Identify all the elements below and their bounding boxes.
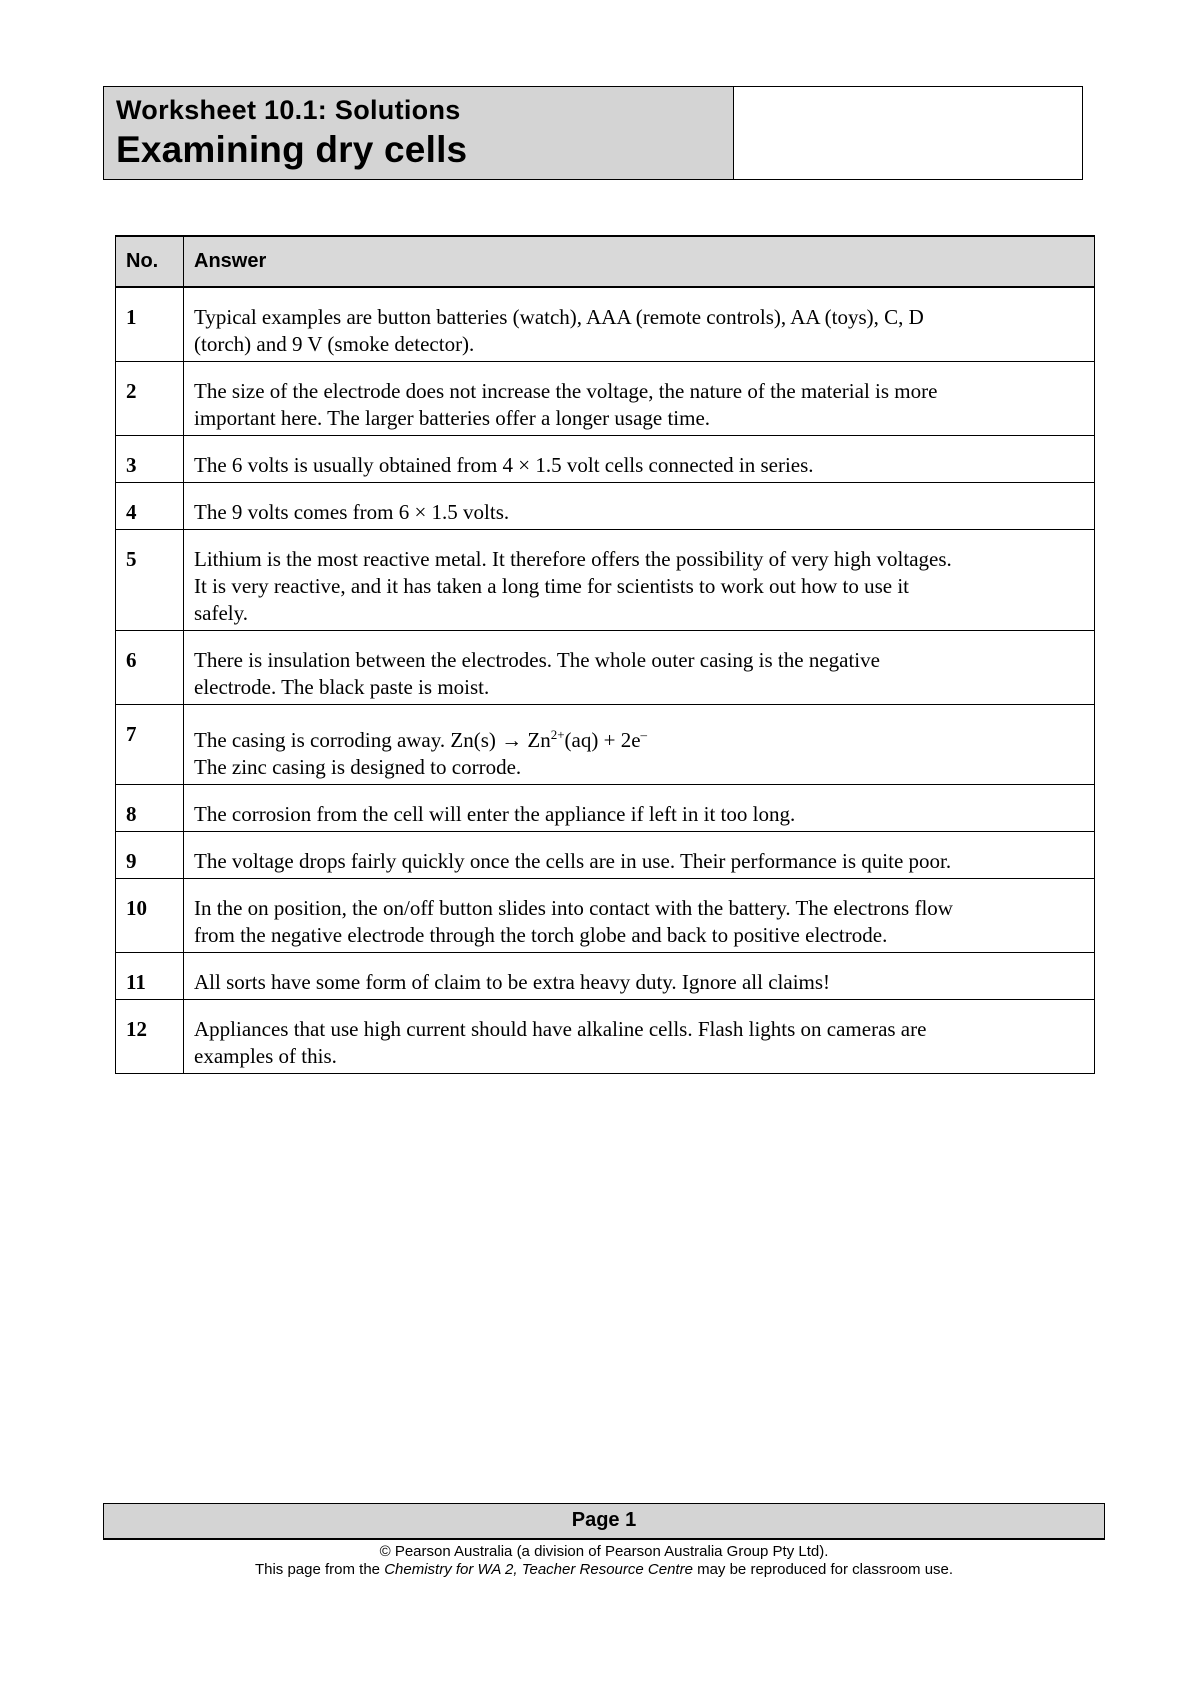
table-row (116, 785, 1095, 832)
table-row (116, 879, 1095, 953)
column-header-answer: Answer (184, 236, 1095, 287)
answer-number: 9 (116, 832, 184, 879)
answer-number: 4 (116, 483, 184, 530)
answer-line: from the negative electrode through the torch globe and back to positive electrode. (194, 923, 888, 947)
answer-text (184, 705, 1095, 785)
header-blank-cell (734, 87, 1082, 179)
answer-number: 7 (116, 705, 184, 785)
answer-text (184, 785, 1095, 832)
answer-line: examples of this. (194, 1044, 337, 1068)
answer-line: The corrosion from the cell will enter the appliance if left in it too long. (194, 802, 796, 826)
column-header-no: No. (116, 236, 184, 287)
answer-text (184, 287, 1095, 362)
answers-body (116, 287, 1095, 1074)
table-row (116, 287, 1095, 362)
answer-line: The size of the electrode does not increase the voltage, the nature of the material is more (194, 379, 938, 403)
answer-number: 5 (116, 530, 184, 631)
header-title-block (104, 87, 734, 179)
answer-number: 2 (116, 362, 184, 436)
answer-text (184, 832, 1095, 879)
page-number: Page 1 (571, 1509, 637, 1531)
answer-line: (torch) and 9 V (smoke detector). (194, 332, 475, 356)
answer-number: 8 (116, 785, 184, 832)
answer-line: important here. The larger batteries offer a longer usage time. (194, 406, 711, 430)
answer-line: The 9 volts comes from 6 × 1.5 volts. (194, 500, 510, 524)
half-equation: The casing is corroding away. $Zn(s) \to Zn^{2+}(aq) + 2e^-$ (194, 727, 648, 752)
answer-line: Appliances that use high current should have alkaline cells. Flash lights on cameras are (194, 1017, 927, 1041)
answer-line: electrode. The black paste is moist. (194, 675, 490, 699)
answers-table (115, 235, 1095, 1074)
answer-number: 6 (116, 631, 184, 705)
table-row (116, 631, 1095, 705)
answer-line: Typical examples are button batteries (watch), AAA (remote controls), AA (toys), C, D (194, 305, 924, 329)
answer-line: safely. (194, 601, 249, 625)
answer-line: All sorts have some form of claim to be extra heavy duty. Ignore all claims! (194, 970, 831, 994)
answer-text (184, 631, 1095, 705)
worksheet-subtitle: Worksheet 10.1: Solutions (116, 95, 461, 125)
answer-number: 10 (116, 879, 184, 953)
worksheet-header (103, 86, 1083, 180)
answer-text (184, 1000, 1095, 1074)
answer-number: 12 (116, 1000, 184, 1074)
table-row (116, 832, 1095, 879)
answer-line: It is very reactive, and it has taken a long time for scientists to work out how to use it (194, 574, 910, 598)
table-row (116, 953, 1095, 1000)
answer-text (184, 436, 1095, 483)
table-row (116, 530, 1095, 631)
answer-number: 1 (116, 287, 184, 362)
answer-line: The voltage drops fairly quickly once the cells are in use. Their performance is quite poor. (194, 849, 952, 873)
footer-notice (103, 1543, 1105, 1579)
answer-text (184, 953, 1095, 1000)
answer-number: 11 (116, 953, 184, 1000)
answer-line: Lithium is the most reactive metal. It therefore offers the possibility of very high voltages. (194, 547, 952, 571)
publication-title: Chemistry for WA 2, Teacher Resource Centre (384, 1561, 693, 1578)
table-row (116, 362, 1095, 436)
worksheet-title: Examining dry cells (116, 129, 468, 170)
answer-text (184, 362, 1095, 436)
answer-text (184, 879, 1095, 953)
answer-line: The zinc casing is designed to corrode. (194, 755, 522, 779)
reproduction-line: This page from the Chemistry for WA 2, Teacher Resource Centre may be reproduced for classroom use. (254, 1561, 954, 1578)
answer-text (184, 530, 1095, 631)
copyright-line: © Pearson Australia (a division of Pearson Australia Group Pty Ltd). (379, 1543, 829, 1560)
answer-line: In the on position, the on/off button slides into contact with the battery. The electrons flow (194, 896, 953, 920)
answer-text (184, 483, 1095, 530)
table-row (116, 1000, 1095, 1074)
answer-line: There is insulation between the electrodes. The whole outer casing is the negative (194, 648, 880, 672)
table-header-row (116, 236, 1095, 287)
table-row (116, 436, 1095, 483)
answer-line: The 6 volts is usually obtained from 4 × 1.5 volt cells connected in series. (194, 453, 814, 477)
table-row (116, 483, 1095, 530)
answer-number: 3 (116, 436, 184, 483)
page-number-bar (103, 1503, 1105, 1540)
table-row (116, 705, 1095, 785)
